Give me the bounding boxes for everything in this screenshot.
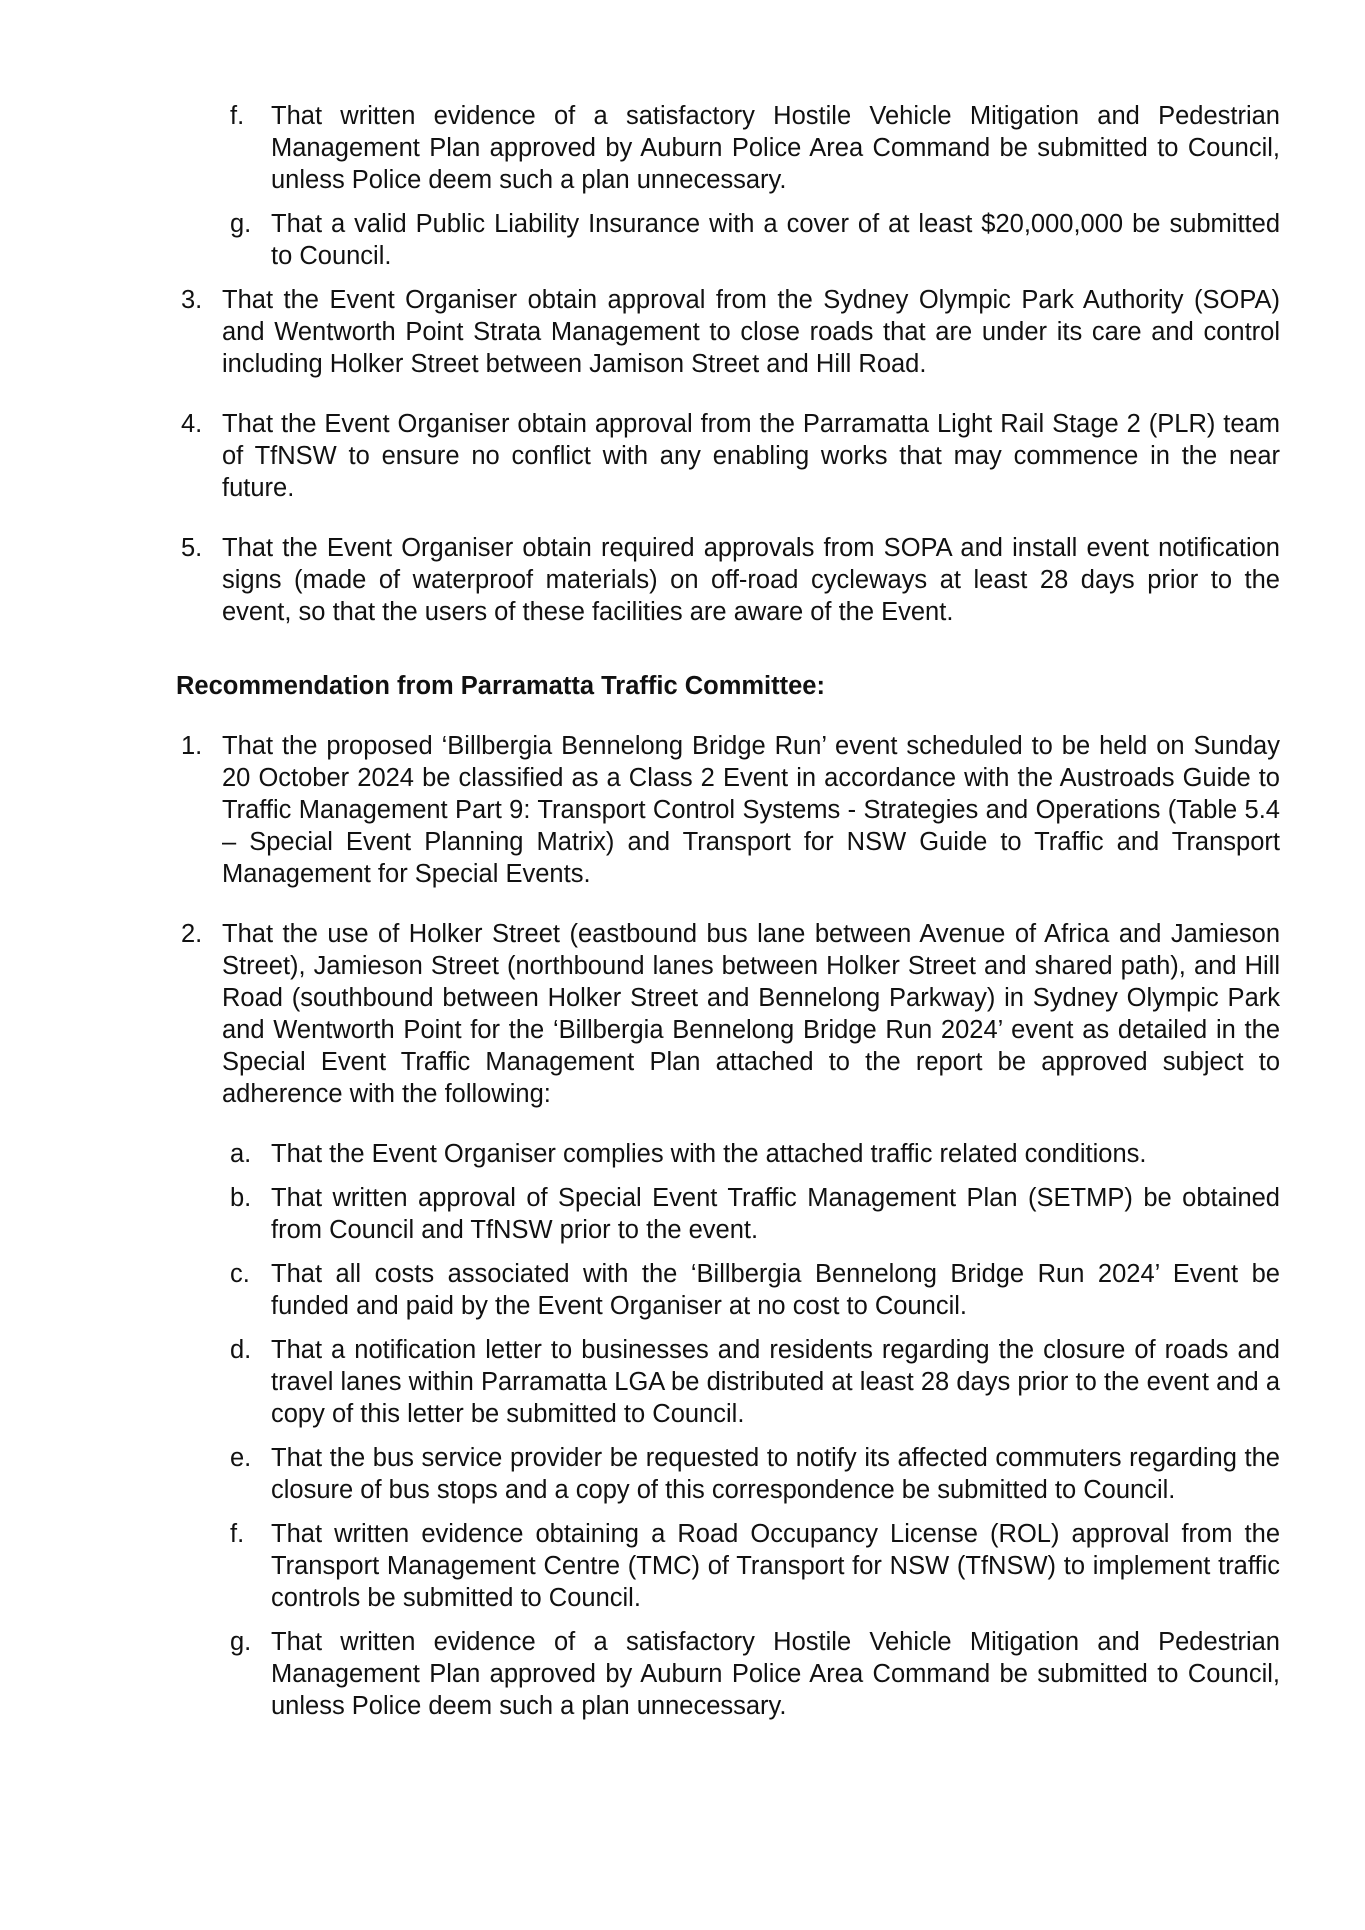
list-text: That written evidence of a satisfactory Hostile Vehicle Mitigation and Pedestrian Management Plan approved by Auburn Police Area Command be submitted to Council, unless Police deem such a plan unnecessary. [271,1628,1280,1720]
recommendation-subitem-a [176,1138,1280,1170]
list-marker: d. [230,1336,252,1364]
condition-subitem-f [176,100,1280,196]
condition-item-5 [176,532,1280,628]
list-text: That the proposed ‘Billbergia Bennelong Bridge Run’ event scheduled to be held on Sunday 20 October 2024 be classified as a Class 2 Event in accordance with the Austroads Guide to Traffic Management Part 9: Transport Control Systems - Strategies and Operations (Table 5.4 – Special Event Planning Matrix) and Transport for NSW Guide to Traffic and Transport Management for Special Events. [222,732,1280,888]
recommendation-subitem-d [176,1334,1280,1430]
list-text: That the Event Organiser obtain approval from the Sydney Olympic Park Authority (SOPA) and Wentworth Point Strata Management to close roads that are under its care and control including Holker Street between Jamison Street and Hill Road. [222,286,1280,378]
list-marker: g. [230,1628,252,1656]
list-marker: 1. [181,732,203,760]
list-text: That the use of Holker Street (eastbound bus lane between Avenue of Africa and Jamieson Street), Jamieson Street (northbound lanes between Holker Street and shared path), and Hill Road (southbound between Holker Street and Bennelong Parkway) in Sydney Olympic Park and Wentworth Point for the ‘Billbergia Bennelong Bridge Run 2024’ event as detailed in the Special Event Traffic Management Plan attached to the report be approved subject to adherence with the following: [222,920,1280,1108]
list-marker: 5. [181,534,203,562]
recommendation-item-1 [176,730,1280,890]
recommendation-subitem-f [176,1518,1280,1614]
list-marker: c. [230,1260,250,1288]
list-marker: f. [230,102,245,130]
recommendation-subitem-b [176,1182,1280,1246]
recommendation-subitem-g [176,1626,1280,1722]
recommendation-heading: Recommendation from Parramatta Traffic Committee: [176,672,825,700]
page-content [176,100,1280,1722]
list-marker: 2. [181,920,203,948]
list-text: That written approval of Special Event Traffic Management Plan (SETMP) be obtained from Council and TfNSW prior to the event. [271,1184,1280,1244]
recommendation-subitem-e [176,1442,1280,1506]
list-marker: 4. [181,410,203,438]
list-text: That written evidence obtaining a Road Occupancy License (ROL) approval from the Transport Management Centre (TMC) of Transport for NSW (TfNSW) to implement traffic controls be submitted to Council. [271,1520,1280,1612]
list-text: That the Event Organiser complies with the attached traffic related conditions. [271,1140,1147,1168]
recommendation-subitem-c [176,1258,1280,1322]
condition-item-3 [176,284,1280,380]
condition-item-4 [176,408,1280,504]
list-marker: f. [230,1520,245,1548]
recommendation-item-2 [176,918,1280,1110]
list-text: That a valid Public Liability Insurance with a cover of at least $20,000,000 be submitted to Council. [271,210,1280,270]
list-marker: g. [230,210,252,238]
list-text: That the bus service provider be requested to notify its affected commuters regarding the closure of bus stops and a copy of this correspondence be submitted to Council. [271,1444,1280,1504]
list-marker: a. [230,1140,252,1168]
list-text: That a notification letter to businesses and residents regarding the closure of roads and travel lanes within Parramatta LGA be distributed at least 28 days prior to the event and a copy of this letter be submitted to Council. [271,1336,1280,1428]
list-text: That the Event Organiser obtain approval from the Parramatta Light Rail Stage 2 (PLR) team of TfNSW to ensure no conflict with any enabling works that may commence in the near future. [222,410,1280,502]
list-marker: e. [230,1444,252,1472]
list-marker: 3. [181,286,203,314]
list-text: That the Event Organiser obtain required approvals from SOPA and install event notification signs (made of waterproof materials) on off-road cycleways at least 28 days prior to the event, so that the users of these facilities are aware of the Event. [222,534,1280,626]
list-marker: b. [230,1184,252,1212]
condition-subitem-g [176,208,1280,272]
list-text: That written evidence of a satisfactory Hostile Vehicle Mitigation and Pedestrian Management Plan approved by Auburn Police Area Command be submitted to Council, unless Police deem such a plan unnecessary. [271,102,1280,194]
list-text: That all costs associated with the ‘Billbergia Bennelong Bridge Run 2024’ Event be funded and paid by the Event Organiser at no cost to Council. [271,1260,1280,1320]
